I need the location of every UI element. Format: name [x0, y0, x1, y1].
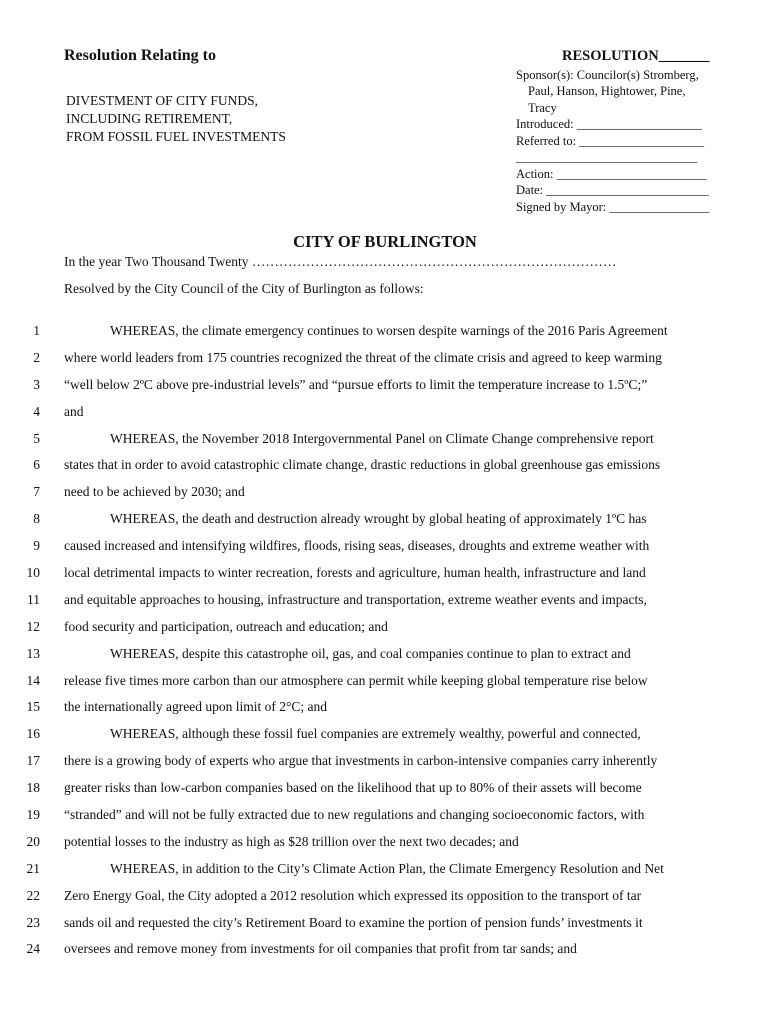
line-text: need to be achieved by 2030; and [64, 484, 245, 500]
line-text: caused increased and intensifying wildfires, floods, rising seas, diseases, droughts and extreme weather with [64, 538, 650, 554]
document-line [0, 750, 770, 777]
line-number: 22 [26, 887, 40, 903]
line-number: 3 [33, 376, 40, 392]
line-text: WHEREAS, in addition to the City’s Climate Action Plan, the Climate Emergency Resolution and Net [110, 860, 664, 876]
year-line: In the year Two Thousand Twenty ……………………………………………………………………… [64, 254, 617, 269]
line-text: “well below 2ºC above pre-industrial levels” and “pursue efforts to limit the temperature increase to 1.5ºC;” [64, 376, 648, 392]
line-text: WHEREAS, although these fossil fuel companies are extremely wealthy, powerful and connected, [110, 726, 641, 742]
date-field: Date: __________________________ [516, 183, 709, 197]
line-text: where world leaders from 175 countries recognized the threat of the climate crisis and agreed to keep warming [64, 349, 662, 365]
line-number: 4 [33, 403, 40, 419]
document-line [0, 401, 770, 428]
subject-line: DIVESTMENT OF CITY FUNDS, [66, 93, 259, 108]
document-line [0, 804, 770, 831]
line-text: and equitable approaches to housing, infrastructure and transportation, extreme weather events and impacts, [64, 591, 647, 607]
line-number: 10 [26, 565, 40, 581]
document-line [0, 320, 770, 347]
sponsor-line: Paul, Hanson, Hightower, Pine, [528, 84, 686, 98]
line-number: 11 [27, 591, 40, 607]
line-number: 6 [33, 457, 40, 473]
line-number: 23 [26, 914, 40, 930]
line-text: “stranded” and will not be fully extracted due to new regulations and changing socioeconomic factors, with [64, 807, 645, 823]
line-number: 8 [33, 511, 40, 527]
line-number: 18 [26, 780, 40, 796]
line-number: 14 [26, 672, 40, 688]
document-line [0, 616, 770, 643]
line-number: 2 [33, 349, 40, 365]
document-line [0, 858, 770, 885]
city-heading: CITY OF BURLINGTON [293, 232, 477, 251]
line-text: there is a growing body of experts who argue that investments in carbon-intensive companies carry inherently [64, 753, 658, 769]
document-line [0, 454, 770, 481]
line-number: 20 [26, 833, 40, 849]
line-number: 1 [33, 323, 40, 338]
resolved-line: Resolved by the City Council of the City of Burlington as follows: [64, 281, 424, 296]
sponsor-line: Sponsor(s): Councilor(s) Stromberg, [516, 67, 699, 82]
line-text: release five times more carbon than our atmosphere can permit while keeping global temperature rise below [64, 672, 648, 688]
line-text: and [64, 403, 84, 419]
line-text: WHEREAS, the November 2018 Intergovernmental Panel on Climate Change comprehensive report [110, 430, 654, 446]
document-line [0, 535, 770, 562]
resolution-info-box [516, 48, 746, 215]
subject-line: FROM FOSSIL FUEL INVESTMENTS [66, 129, 286, 144]
line-number: 13 [26, 645, 40, 661]
line-number: 21 [26, 860, 40, 876]
document-line [0, 481, 770, 508]
line-text: greater risks than low-carbon companies based on the likelihood that up to 80% of their assets will become [64, 780, 642, 796]
line-number: 19 [26, 807, 40, 823]
line-number: 9 [33, 538, 40, 554]
document-line [0, 374, 770, 401]
document-line [0, 777, 770, 804]
line-text: Zero Energy Goal, the City adopted a 2012 resolution which expressed its opposition to the transport of tar [64, 887, 642, 903]
blank-field: _____________________________ [516, 150, 698, 164]
resolution-number-label: RESOLUTION_______ [562, 48, 710, 64]
document-line [0, 347, 770, 374]
resolution-subject [66, 92, 286, 146]
numbered-lines [0, 320, 770, 965]
document-line [0, 831, 770, 858]
referred-field: Referred to: ____________________ [516, 133, 705, 148]
document-line [0, 643, 770, 670]
line-number: 12 [26, 618, 40, 634]
sponsor-line: Tracy [528, 100, 557, 115]
line-text: local detrimental impacts to winter recreation, forests and agriculture, human health, infrastructure and land [64, 565, 646, 581]
action-field: Action: ________________________ [516, 166, 707, 181]
document-line [0, 696, 770, 723]
line-number: 17 [26, 753, 40, 769]
line-number: 15 [26, 699, 40, 715]
line-number: 5 [33, 430, 40, 446]
line-number: 7 [33, 484, 40, 500]
line-text: oversees and remove money from investments for oil companies that profit from tar sands; and [64, 941, 577, 957]
introduced-field: Introduced: ____________________ [516, 117, 702, 131]
document-line [0, 912, 770, 939]
document-line [0, 938, 770, 965]
line-text: WHEREAS, despite this catastrophe oil, gas, and coal companies continue to plan to extract and [110, 645, 631, 661]
line-number: 16 [26, 726, 40, 742]
document-line [0, 589, 770, 616]
line-text: states that in order to avoid catastrophic climate change, drastic reductions in global greenhouse gas emissions [64, 457, 661, 473]
line-text: potential losses to the industry as high as $28 trillion over the next two decades; and [64, 833, 519, 849]
signed-by-mayor-field: Signed by Mayor: ________________ [516, 199, 710, 214]
line-number: 24 [26, 941, 40, 957]
resolution-title: Resolution Relating to [64, 47, 216, 64]
document-line [0, 428, 770, 455]
line-text: sands oil and requested the city’s Retirement Board to examine the portion of pension funds’ investments it [64, 914, 643, 930]
line-text: WHEREAS, the climate emergency continues to worsen despite warnings of the 2016 Paris Agreement [110, 323, 668, 338]
document-line [0, 670, 770, 697]
line-text: WHEREAS, the death and destruction already wrought by global heating of approximately 1ºC has [110, 511, 647, 527]
document-line [0, 885, 770, 912]
subject-line: INCLUDING RETIREMENT, [66, 111, 233, 126]
document-line [0, 508, 770, 535]
document-line [0, 723, 770, 750]
line-text: food security and participation, outreach and education; and [64, 618, 388, 634]
document-line [0, 562, 770, 589]
line-text: the internationally agreed upon limit of 2°C; and [64, 699, 327, 715]
